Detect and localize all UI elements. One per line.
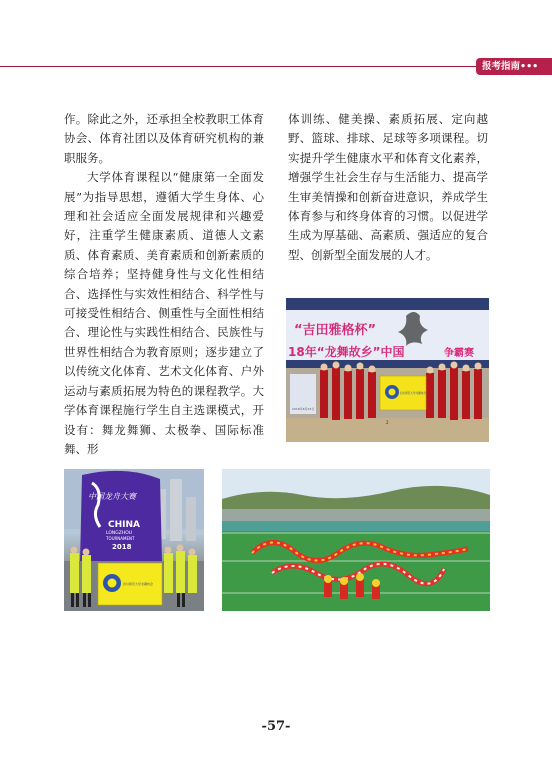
section-tab [476, 58, 552, 75]
header-rule [0, 66, 552, 67]
right-text-column [288, 110, 488, 265]
page-number: -57- [261, 719, 291, 734]
left-text-column [64, 110, 264, 459]
arch-title-text: 中国龙舟大赛 [88, 492, 136, 501]
photo-dragon-boat-arch-art [64, 469, 204, 611]
arch-sub1-text: CHINA [108, 520, 140, 530]
photo-dragon-team-stage [286, 298, 489, 442]
right-paragraph-1: 体训练、健美操、素质拓展、定向越野、篮球、排球、足球等多项课程。切实提升学生健康水平和体育文化素养，增强学生社会生存与生活能力、提高学生审美情操和创新奋进意识，养成学生体育参与和终身体育的习惯。以促进学生成为厚基础、高素质、强适应的复合型、创新型全面发展的人才。 [288, 112, 488, 262]
banner-main-text: 18年“龙舞故乡”中国 [288, 345, 405, 359]
arch-sub2-text: LONGZHOU [106, 531, 133, 536]
board-date-text: 2018年8月25日 [292, 407, 315, 411]
team-flag-text: 四川师范大学龙狮协会 [400, 392, 426, 395]
left-paragraph-1: 作。除此之外，还承担全校教职工体育协会、体育社团以及体育研究机构的兼职服务。 [64, 112, 264, 165]
photo-dragon-boat-arch [64, 469, 204, 611]
section-label: 报考指南••• [482, 61, 539, 72]
medal-number: 2 [386, 420, 389, 425]
photo-dragon-team-stage-art [286, 298, 489, 442]
arch-year-text: 2018 [112, 543, 132, 551]
banner-right-text: 争霸赛 [444, 348, 474, 359]
team-flag-text-2: 四川师范大学龙狮协会 [123, 582, 154, 586]
banner-top-text: “吉田雅格杯” [294, 323, 377, 338]
photo-dragon-dance-field [222, 469, 490, 611]
arch-sub3-text: TOURNAMENT [106, 536, 135, 541]
photo-dragon-dance-field-art [222, 469, 490, 611]
left-paragraph-2: 大学体育课程以“健康第一全面发展”为指导思想，遵循大学生身体、心理和社会适应全面发展规律和兴趣爱好，注重学生健康素质、道德人文素质、体育素质、美育素质和创新素质的综合培养；坚持健身性与文化性相结合、选择性与实效性相结合、科学性与可接受性相结合、侧重性与全面性相结合、理论性与实践性相结合、民族性与世界性相结合为教育原则；逐步建立了以传统文化体育、艺术文化体育、户外运动与素质拓展为特色的课程教学。大学体育课程施行学生自主选课模式，开设有：舞龙舞狮、太极拳、国际标准舞、形 [64, 170, 264, 456]
